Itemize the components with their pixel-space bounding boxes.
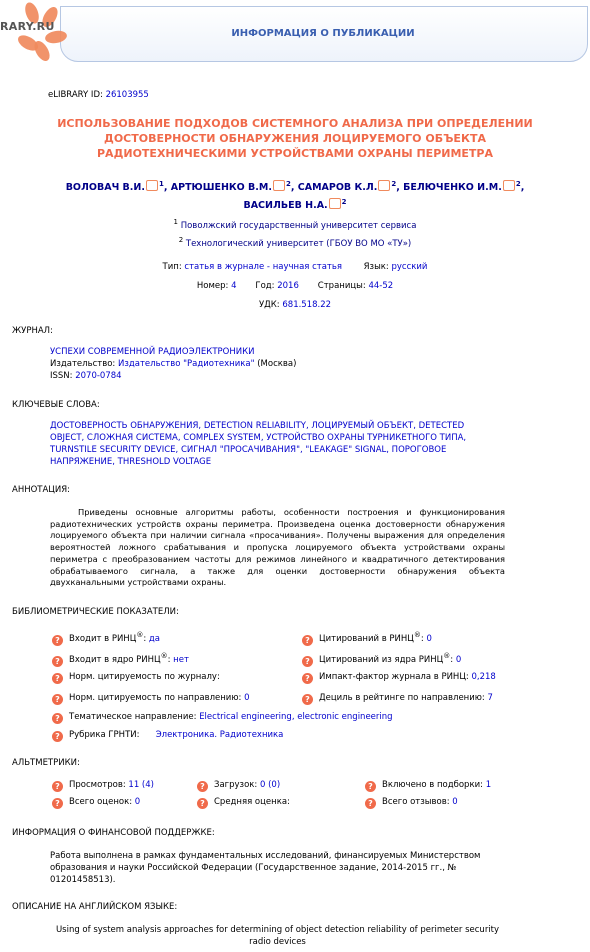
thematic-link[interactable]: Electrical engineering, electronic engineering: [199, 712, 393, 722]
altmetric-item: ? Включено в подборки: 1: [365, 780, 491, 792]
author-link[interactable]: АРТЮШЕНКО В.М. $^2$: [170, 180, 291, 194]
abstract-text: Приведены основные алгоритмы работы, особенности построения и функционирования радиотехнических устройств охраны периметра. Произведена оценка достоверности обнаружения лоцируемого объекта при наличии сигнала «просачивания». Получены выражения для определения вероятностей ложного срабатывания и пропуска лоцируемого объекта устройствами охраны периметра с преобразованием частоты для режимов линейного и квадратичного детектирования обрабатываемого сигнала, а также для оценки достоверности обнаружения объекта двухканальными устройствами охраны.: [50, 507, 505, 588]
help-icon[interactable]: ?: [52, 673, 63, 684]
header-title: ИНФОРМАЦИЯ О ПУБЛИКАЦИИ: [231, 28, 415, 39]
help-icon[interactable]: ?: [52, 798, 63, 809]
biblio-item: ? Норм. цитируемость по журналу:: [52, 672, 220, 684]
elibrary-id-label: eLIBRARY ID:: [48, 90, 103, 100]
help-icon[interactable]: ?: [52, 731, 63, 742]
help-icon[interactable]: ?: [365, 781, 376, 792]
thematic-direction: ? Тематическое направление: Electrical engineering, electronic engineering: [52, 712, 393, 724]
page-header: [0, 0, 590, 66]
affiliation[interactable]: $^1$ Поволжский государственный университет сервиса: [173, 218, 417, 231]
author-profile-icon[interactable]: [503, 180, 515, 191]
help-icon[interactable]: ?: [52, 781, 63, 792]
affiliations: [0, 215, 590, 251]
keywords-list[interactable]: ДОСТОВЕРНОСТЬ ОБНАРУЖЕНИЯ, DETECTION RELIABILITY, ЛОЦИРУЕМЫЙ ОБЪЕКТ, DETECTED OBJECT, СЛОЖНАЯ СИСТЕМА, COMPLEX SYSTEM, УСТРОЙСТВО ОХРАНЫ ТУРНИКЕТНОГО ТИПА, TURNSTILE SECURITY DEVICE, СИГНАЛ "ПРОСАЧИВАНИЯ", "LEAKAGE" SIGNAL, ПОРОГОВОЕ НАПРЯЖЕНИЕ, THRESHOLD VOLTAGE: [50, 421, 467, 467]
keywords-heading: КЛЮЧЕВЫЕ СЛОВА:: [12, 400, 100, 410]
title-line: ДОСТОВЕРНОСТИ ОБНАРУЖЕНИЯ ЛОЦИРУЕМОГО ОБЪЕКТА: [104, 132, 486, 145]
biblio-item: ? Цитирований в РИНЦ®: 0: [302, 631, 432, 646]
logo-text[interactable]: RARY.RU: [0, 20, 55, 33]
abstract-heading: АННОТАЦИЯ:: [12, 485, 71, 495]
meta-type-lang: Тип: статья в журнале - научная статья Язык: русский: [162, 262, 428, 272]
elibrary-id-value: 26103955: [105, 90, 149, 100]
biblio-item: ? Норм. цитируемость по направлению: 0: [52, 693, 249, 705]
help-icon[interactable]: ?: [52, 713, 63, 724]
biblio-item: ? Входит в РИНЦ®: да: [52, 631, 160, 646]
help-icon[interactable]: ?: [52, 694, 63, 705]
funding-text: Работа выполнена в рамках фундаментальных исследований, финансируемых Министерством образования и науки Российской Федерации (Государственное задание, 2014-2015 гг., № 01201458513).: [50, 851, 481, 885]
authors: ВОЛОВАЧ В.И. $^1$, АРТЮШЕНКО В.М. $^2$, САМАРОВ К.Л. $^2$, БЕЛЮЧЕНКО И.М. $^2$, ВАСИЛЬЕВ Н.А. $^2$: [65, 180, 525, 212]
funding-heading: ИНФОРМАЦИЯ О ФИНАНСОВОЙ ПОДДЕРЖКЕ:: [12, 828, 215, 838]
meta-number-year-pages: Номер: 4 Год: 2016 Страницы: 44-52: [196, 281, 394, 291]
author-link[interactable]: САМАРОВ К.Л. $^2$: [297, 180, 397, 194]
altmetric-item: ? Средняя оценка:: [197, 797, 290, 809]
author-link[interactable]: ВАСИЛЬЕВ Н.А. $^2$: [243, 198, 347, 212]
help-icon[interactable]: ?: [197, 798, 208, 809]
title-line: РАДИОТЕХНИЧЕСКИМИ УСТРОЙСТВАМИ ОХРАНЫ ПЕРИМЕТРА: [97, 147, 493, 160]
grnti-link[interactable]: Электроника. Радиотехника: [155, 730, 284, 740]
biblio-heading: БИБЛИОМЕТРИЧЕСКИЕ ПОКАЗАТЕЛИ:: [12, 607, 179, 617]
help-icon[interactable]: ?: [197, 781, 208, 792]
publisher-link[interactable]: Издательство "Радиотехника": [118, 359, 255, 369]
altmetric-item: ? Всего отзывов: 0: [365, 797, 458, 809]
grnti-rubric: ? Рубрика ГРНТИ: Электроника. Радиотехника: [52, 730, 283, 742]
author-profile-icon[interactable]: [146, 180, 158, 191]
article-title: [20, 116, 570, 161]
title-line: ИСПОЛЬЗОВАНИЕ ПОДХОДОВ СИСТЕМНОГО АНАЛИЗА ПРИ ОПРЕДЕЛЕНИИ: [57, 117, 533, 130]
meta-udk: УДК: 681.518.22: [258, 300, 332, 310]
journal-info: УСПЕХИ СОВРЕМЕННОЙ РАДИОЭЛЕКТРОНИКИ Издательство: Издательство "Радиотехника" (Москва) ISSN: 2070-0784: [50, 346, 505, 382]
help-icon[interactable]: ?: [302, 635, 313, 646]
affiliation[interactable]: $^2$ Технологический университет (ГБОУ ВО МО «ТУ»): [178, 235, 412, 249]
author-profile-icon[interactable]: [329, 198, 341, 209]
english-heading: ОПИСАНИЕ НА АНГЛИЙСКОМ ЯЗЫКЕ:: [12, 902, 178, 912]
biblio-item: ? Входит в ядро РИНЦ®: нет: [52, 652, 189, 667]
altmetric-item: ? Всего оценок: 0: [52, 797, 140, 809]
author-link[interactable]: БЕЛЮЧЕНКО И.М. $^2$: [403, 180, 521, 194]
author-profile-icon[interactable]: [378, 180, 390, 191]
journal-name-link[interactable]: УСПЕХИ СОВРЕМЕННОЙ РАДИОЭЛЕКТРОНИКИ: [50, 347, 255, 357]
elibrary-id: [48, 90, 149, 100]
english-title: Using of system analysis approaches for determining of object detection reliability of perimeter security radio devices: [55, 925, 500, 947]
help-icon[interactable]: ?: [302, 694, 313, 705]
author-link[interactable]: ВОЛОВАЧ В.И. $^1$: [65, 180, 164, 194]
help-icon[interactable]: ?: [302, 673, 313, 684]
help-icon[interactable]: ?: [365, 798, 376, 809]
help-icon[interactable]: ?: [302, 656, 313, 667]
journal-heading: ЖУРНАЛ:: [12, 326, 53, 336]
help-icon[interactable]: ?: [52, 635, 63, 646]
altmetric-item: ? Загрузок: 0 (0): [197, 780, 280, 792]
biblio-item: ? Импакт-фактор журнала в РИНЦ: 0,218: [302, 672, 496, 684]
altmetric-item: ? Просмотров: 11 (4): [52, 780, 154, 792]
altmetrics-heading: АЛЬТМЕТРИКИ:: [12, 758, 80, 768]
author-profile-icon[interactable]: [273, 180, 285, 191]
biblio-item: ? Цитирований из ядра РИНЦ®: 0: [302, 652, 461, 667]
biblio-item: ? Дециль в рейтинге по направлению: 7: [302, 693, 493, 705]
help-icon[interactable]: ?: [52, 656, 63, 667]
